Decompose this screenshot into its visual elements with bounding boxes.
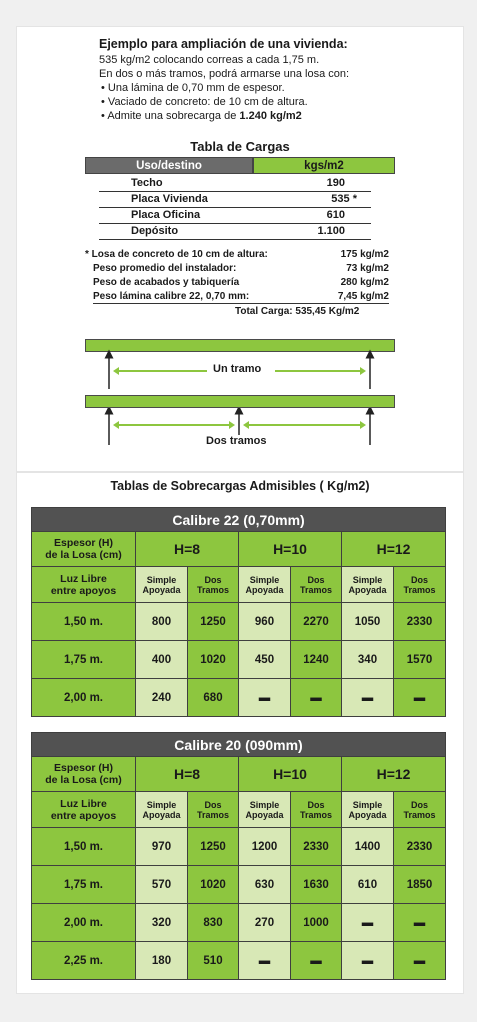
espesor-line-2: de la Losa (cm) [45,549,122,561]
value-cell: 1570 [394,641,446,679]
example-panel [16,26,464,472]
value-cell: 1250 [188,828,239,866]
dos-line-2: Tramos [299,584,332,595]
row-deposito-value: 1.100 [317,225,345,237]
value-cell: 1250 [188,603,239,641]
dos-line-1: Dos [411,799,429,810]
value-cell: 610 [342,866,394,904]
row-placa-vivienda-label: Placa Vivienda [131,193,208,205]
value-cell: ▬ [291,679,342,717]
value-cell: ▬ [342,904,394,942]
value-cell: 960 [239,603,291,641]
dos-header [188,792,239,828]
value-cell: ▬ [291,942,342,980]
value-cell: ▬ [394,904,446,942]
simple-line-1: Simple [352,799,383,810]
simple-header [239,567,291,603]
dos-line-1: Dos [307,799,325,810]
value-cell: 2330 [394,603,446,641]
dos-line-1: Dos [411,574,429,585]
h12-header: H=12 [342,757,446,792]
total-carga: Total Carga: 535,45 Kg/m2 [235,306,360,317]
value-cell: 1050 [342,603,394,641]
value-cell: 340 [342,641,394,679]
value-cell: 2270 [291,603,342,641]
intro-line-1: 535 kg/m2 colocando correas a cada 1,75 m. [99,54,320,66]
value-cell: 400 [136,641,188,679]
espesor-line-2: de la Losa (cm) [45,774,122,786]
value-cell: 270 [239,904,291,942]
simple-line-2: Apoyada [245,584,284,595]
simple-line-1: Simple [352,574,383,585]
value-cell: 2330 [394,828,446,866]
note-acabados-label: Peso de acabados y tabiquería [93,277,240,288]
luz-cell: 1,50 m. [32,603,136,641]
table-title: Calibre 20 (090mm) [32,733,446,757]
col-kgs-m2-label: kgs/m2 [304,160,344,172]
dos-line-2: Tramos [403,584,436,595]
luz-line-2: entre apoyos [50,584,117,597]
span-arrowhead [360,367,366,375]
luz-cell: 1,75 m. [32,641,136,679]
simple-header [342,792,394,828]
table-row [32,904,446,942]
luz-line-2: entre apoyos [50,809,117,822]
table-row [32,679,446,717]
value-cell: 450 [239,641,291,679]
bullet-3-bold: 1.240 kg/m2 [239,110,302,122]
luz-header [32,567,136,603]
sobrecargas-panel [16,472,464,994]
note-instalador-value: 73 kg/m2 [346,263,389,274]
value-cell: ▬ [239,942,291,980]
simple-line-2: Apoyada [245,809,284,820]
espesor-header [32,757,136,792]
row-techo-value: 190 [326,177,345,189]
value-cell: 800 [136,603,188,641]
table-row [32,603,446,641]
dos-header [394,567,446,603]
simple-header [342,567,394,603]
value-cell: 1630 [291,866,342,904]
value-cell: 830 [188,904,239,942]
intro-bullet-1: • Una lámina de 0,70 mm de espesor. [101,82,285,94]
value-cell: ▬ [342,679,394,717]
value-cell: ▬ [394,942,446,980]
bullet-2-text: Vaciado de concreto: de 10 cm de altura. [107,96,308,108]
simple-header [136,567,188,603]
col-uso-destino-label: Uso/destino [136,160,202,172]
value-cell: ▬ [342,942,394,980]
value-cell: 1400 [342,828,394,866]
value-cell: 2330 [291,828,342,866]
label-dos-tramos: Dos tramos [203,435,270,447]
simple-line-1: Simple [146,799,177,810]
luz-header [32,792,136,828]
row-placa-oficina-value: 610 [326,209,345,221]
row-techo-label: Techo [131,177,163,189]
simple-header [239,792,291,828]
simple-line-2: Apoyada [142,584,181,595]
luz-cell: 2,25 m. [32,942,136,980]
simple-line-2: Apoyada [142,809,181,820]
h10-header: H=10 [239,757,342,792]
dos-line-1: Dos [307,574,325,585]
table-row [32,828,446,866]
table-row [32,866,446,904]
value-cell: ▬ [394,679,446,717]
value-cell: 570 [136,866,188,904]
table-title: Calibre 22 (0,70mm) [32,508,446,532]
note-losa-value: 175 kg/m2 [340,249,389,260]
note-lamina-label: Peso lámina calibre 22, 0,70 mm: [93,291,250,302]
simple-line-1: Simple [146,574,177,585]
h8-header: H=8 [136,757,239,792]
span-arrowhead [229,421,235,429]
luz-cell: 1,50 m. [32,828,136,866]
luz-cell: 2,00 m. [32,904,136,942]
intro-bullet-2: • Vaciado de concreto: de 10 cm de altura. [101,96,308,108]
simple-line-2: Apoyada [348,809,387,820]
row-deposito-label: Depósito [131,225,179,237]
value-cell: 1000 [291,904,342,942]
value-cell: 970 [136,828,188,866]
label-un-tramo: Un tramo [210,363,264,375]
dos-line-2: Tramos [299,809,332,820]
dos-header [291,567,342,603]
table-calibre-20 [31,732,446,980]
table-row [32,942,446,980]
dos-line-1: Dos [204,574,222,585]
value-cell: 1850 [394,866,446,904]
span-arrowhead [113,367,119,375]
value-cell: 630 [239,866,291,904]
value-cell: 1200 [239,828,291,866]
value-cell: 1240 [291,641,342,679]
dos-header [291,792,342,828]
value-cell: 240 [136,679,188,717]
dos-line-2: Tramos [196,809,229,820]
dos-line-2: Tramos [196,584,229,595]
intro-line-2: En dos o más tramos, podrá armarse una losa con: [99,68,350,80]
espesor-line-1: Espesor (H) [54,537,113,549]
value-cell: 1020 [188,866,239,904]
dos-line-1: Dos [204,799,222,810]
luz-cell: 1,75 m. [32,866,136,904]
span-arrowhead [243,421,249,429]
table-calibre-22 [31,507,446,717]
value-cell: 680 [188,679,239,717]
h12-header: H=12 [342,532,446,567]
note-losa-label: * Losa de concreto de 10 cm de altura: [85,249,268,260]
value-cell: 1020 [188,641,239,679]
beam-dos-tramos [85,395,395,408]
dos-line-2: Tramos [403,809,436,820]
intro-bullet-3: • Admite una sobrecarga de 1.240 kg/m2 [101,110,302,122]
simple-line-2: Apoyada [348,584,387,595]
luz-line-1: Luz Libre [60,797,107,810]
sobrecargas-title: Tablas de Sobrecargas Admisibles ( Kg/m2) [110,479,370,493]
bullet-1-text: Una lámina de 0,70 mm de espesor. [107,82,285,94]
simple-line-1: Simple [249,799,280,810]
value-cell: 320 [136,904,188,942]
row-placa-vivienda-value: 535 * [331,193,357,205]
span-arrowhead [360,421,366,429]
dos-header [188,567,239,603]
bullet-3-text: Admite una sobrecarga de [107,110,240,122]
tabla-cargas-title: Tabla de Cargas [190,139,290,154]
intro-title: Ejemplo para ampliación de una vivienda: [99,37,348,51]
espesor-line-1: Espesor (H) [54,762,113,774]
value-cell: 180 [136,942,188,980]
value-cell: ▬ [239,679,291,717]
value-cell: 510 [188,942,239,980]
simple-header [136,792,188,828]
dos-header [394,792,446,828]
note-instalador-label: Peso promedio del instalador: [93,263,237,274]
note-acabados-value: 280 kg/m2 [340,277,389,288]
table-row [32,641,446,679]
luz-line-1: Luz Libre [60,572,107,585]
h10-header: H=10 [239,532,342,567]
h8-header: H=8 [136,532,239,567]
luz-cell: 2,00 m. [32,679,136,717]
simple-line-1: Simple [249,574,280,585]
espesor-header [32,532,136,567]
span-arrowhead [113,421,119,429]
note-lamina-value: 7,45 kg/m2 [337,291,389,302]
row-placa-oficina-label: Placa Oficina [131,209,201,221]
